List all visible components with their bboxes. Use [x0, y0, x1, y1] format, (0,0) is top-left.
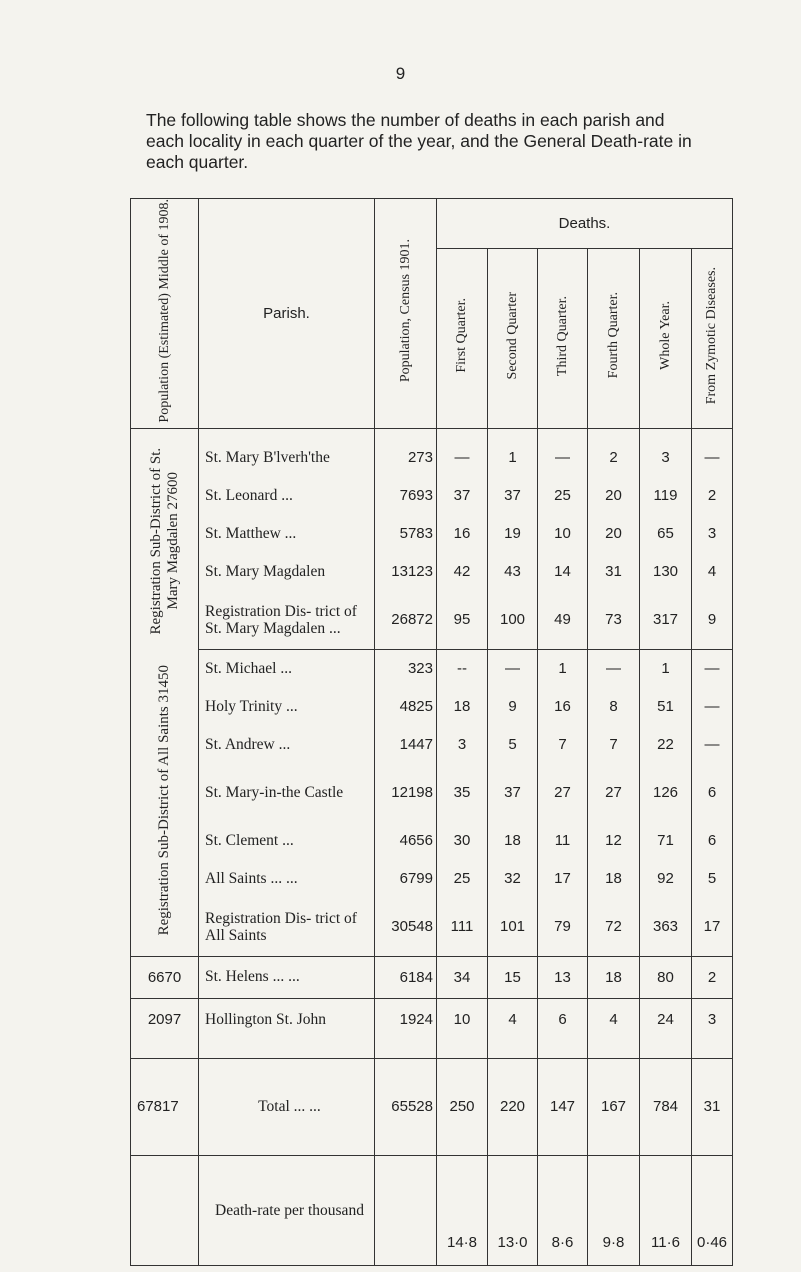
header-deaths: Deaths.: [437, 199, 733, 249]
q2-cell: 15: [488, 956, 538, 998]
zymotic-cell: 5: [692, 860, 733, 898]
q3-cell: 11: [538, 822, 588, 860]
parish-name: St. Leonard ...: [199, 477, 375, 515]
header-pop-census: Population, Census 1901.: [375, 199, 437, 429]
page-number: 9: [395, 64, 406, 83]
year-cell: 1: [640, 649, 692, 688]
table-row: [131, 764, 733, 822]
table-row: [131, 553, 733, 591]
q1-cell: 35: [437, 764, 488, 822]
census-cell: 7693: [375, 477, 437, 515]
q3-cell: 16: [538, 688, 588, 726]
q4-cell: 72: [588, 898, 640, 957]
census-cell: 4656: [375, 822, 437, 860]
group-label-all-saints: Registration Sub-District of All Saints 31450: [131, 649, 199, 956]
q1-cell: 25: [437, 860, 488, 898]
q2-cell: 37: [488, 477, 538, 515]
q2-cell: 5: [488, 726, 538, 764]
rate-q1-cell: 14·8: [437, 1155, 488, 1265]
zymotic-cell: —: [692, 649, 733, 688]
total-q4-cell: 167: [588, 1058, 640, 1155]
q1-cell: 10: [437, 998, 488, 1058]
q3-cell: 49: [538, 591, 588, 650]
q2-cell: 4: [488, 998, 538, 1058]
zymotic-cell: 17: [692, 898, 733, 957]
year-cell: 22: [640, 726, 692, 764]
intro-paragraph: The following table shows the number of deaths in each parish and each locality in each quarter of the year, and the General Death-rate in each quarter.: [146, 110, 692, 172]
zymotic-cell: —: [692, 688, 733, 726]
header-third-quarter: Third Quarter.: [538, 248, 588, 428]
table-row: [131, 591, 733, 650]
q1-cell: —: [437, 439, 488, 477]
year-cell: 80: [640, 956, 692, 998]
zymotic-cell: 2: [692, 956, 733, 998]
census-cell: 12198: [375, 764, 437, 822]
parish-name: Registration Dis- trict of St. Mary Magdalen ...: [199, 591, 375, 650]
table-row: [131, 649, 733, 688]
parish-name: Registration Dis- trict of All Saints: [199, 898, 375, 957]
q1-cell: 95: [437, 591, 488, 650]
q4-cell: 31: [588, 553, 640, 591]
zymotic-cell: 3: [692, 998, 733, 1058]
table-row: [131, 688, 733, 726]
total-pop-cell: 67817: [131, 1058, 199, 1155]
header-first-quarter: First Quarter.: [437, 248, 488, 428]
q3-cell: 17: [538, 860, 588, 898]
year-cell: 24: [640, 998, 692, 1058]
rate-q2-cell: 13·0: [488, 1155, 538, 1265]
year-cell: 3: [640, 439, 692, 477]
q2-cell: 101: [488, 898, 538, 957]
census-cell: 30548: [375, 898, 437, 957]
zymotic-cell: 2: [692, 477, 733, 515]
year-cell: 317: [640, 591, 692, 650]
q4-cell: —: [588, 649, 640, 688]
q1-cell: 3: [437, 726, 488, 764]
pop-estimated-cell: 6670: [131, 956, 199, 998]
table-row: [131, 515, 733, 553]
q2-cell: 32: [488, 860, 538, 898]
q4-cell: 12: [588, 822, 640, 860]
q3-cell: 27: [538, 764, 588, 822]
q2-cell: 9: [488, 688, 538, 726]
death-rate-row: [131, 1155, 733, 1265]
q1-cell: 34: [437, 956, 488, 998]
q2-cell: 18: [488, 822, 538, 860]
census-cell: 5783: [375, 515, 437, 553]
year-cell: 363: [640, 898, 692, 957]
q2-cell: 43: [488, 553, 538, 591]
table-row: [131, 898, 733, 957]
parish-name: Hollington St. John: [199, 998, 375, 1058]
parish-name: St. Helens ... ...: [199, 956, 375, 998]
q3-cell: 7: [538, 726, 588, 764]
total-q2-cell: 220: [488, 1058, 538, 1155]
q4-cell: 2: [588, 439, 640, 477]
rate-q3-cell: 8·6: [538, 1155, 588, 1265]
zymotic-cell: —: [692, 726, 733, 764]
q3-cell: —: [538, 439, 588, 477]
census-cell: 1924: [375, 998, 437, 1058]
total-label: Total ... ...: [199, 1058, 375, 1155]
q4-cell: 73: [588, 591, 640, 650]
rate-year-cell: 11·6: [640, 1155, 692, 1265]
year-cell: 92: [640, 860, 692, 898]
q1-cell: 111: [437, 898, 488, 957]
header-second-quarter: Second Quarter: [488, 248, 538, 428]
pop-estimated-cell: 2097: [131, 998, 199, 1058]
zymotic-cell: 9: [692, 591, 733, 650]
total-q3-cell: 147: [538, 1058, 588, 1155]
q4-cell: 18: [588, 956, 640, 998]
table-row: [131, 998, 733, 1058]
parish-name: St. Andrew ...: [199, 726, 375, 764]
q3-cell: 13: [538, 956, 588, 998]
table-row: [131, 822, 733, 860]
table-row: [131, 439, 733, 477]
parish-name: St. Matthew ...: [199, 515, 375, 553]
q4-cell: 8: [588, 688, 640, 726]
q3-cell: 79: [538, 898, 588, 957]
table-row: [131, 956, 733, 998]
zymotic-cell: 4: [692, 553, 733, 591]
q1-cell: 37: [437, 477, 488, 515]
census-cell: 6799: [375, 860, 437, 898]
q2-cell: 100: [488, 591, 538, 650]
year-cell: 119: [640, 477, 692, 515]
parish-name: Holy Trinity ...: [199, 688, 375, 726]
census-cell: 4825: [375, 688, 437, 726]
q1-cell: 30: [437, 822, 488, 860]
rate-q4-cell: 9·8: [588, 1155, 640, 1265]
header-fourth-quarter: Fourth Quarter.: [588, 248, 640, 428]
q4-cell: 27: [588, 764, 640, 822]
total-row: [131, 1058, 733, 1155]
deaths-table: [130, 198, 733, 1266]
year-cell: 65: [640, 515, 692, 553]
census-cell: 13123: [375, 553, 437, 591]
parish-name: St. Michael ...: [199, 649, 375, 688]
header-zymotic: From Zymotic Diseases.: [692, 248, 733, 428]
q1-cell: 18: [437, 688, 488, 726]
zymotic-cell: 6: [692, 822, 733, 860]
census-cell: 6184: [375, 956, 437, 998]
q4-cell: 20: [588, 515, 640, 553]
q2-cell: 1: [488, 439, 538, 477]
table-row: [131, 860, 733, 898]
total-q1-cell: 250: [437, 1058, 488, 1155]
q4-cell: 20: [588, 477, 640, 515]
q2-cell: 37: [488, 764, 538, 822]
q1-cell: 16: [437, 515, 488, 553]
q2-cell: 19: [488, 515, 538, 553]
rate-zymotic-cell: 0·46: [692, 1155, 733, 1265]
q3-cell: 14: [538, 553, 588, 591]
year-cell: 130: [640, 553, 692, 591]
year-cell: 71: [640, 822, 692, 860]
header-whole-year: Whole Year.: [640, 248, 692, 428]
total-zymotic-cell: 31: [692, 1058, 733, 1155]
total-census-cell: 65528: [375, 1058, 437, 1155]
q4-cell: 18: [588, 860, 640, 898]
parish-name: St. Clement ...: [199, 822, 375, 860]
q3-cell: 25: [538, 477, 588, 515]
death-rate-label: Death-rate per thousand: [199, 1155, 375, 1265]
total-year-cell: 784: [640, 1058, 692, 1155]
year-cell: 51: [640, 688, 692, 726]
year-cell: 126: [640, 764, 692, 822]
q1-cell: 42: [437, 553, 488, 591]
group-label-st-mary-magdalen: Registration Sub-District of St. Mary Magdalen 27600: [131, 439, 199, 650]
header-pop-estimated: Population (Estimated) Middle of 1908.: [131, 199, 199, 429]
q4-cell: 4: [588, 998, 640, 1058]
zymotic-cell: 3: [692, 515, 733, 553]
q4-cell: 7: [588, 726, 640, 764]
table-row: [131, 477, 733, 515]
parish-name: All Saints ... ...: [199, 860, 375, 898]
q1-cell: --: [437, 649, 488, 688]
q3-cell: 1: [538, 649, 588, 688]
parish-name: St. Mary B'lverh'the: [199, 439, 375, 477]
zymotic-cell: 6: [692, 764, 733, 822]
census-cell: 273: [375, 439, 437, 477]
census-cell: 1447: [375, 726, 437, 764]
parish-name: St. Mary-in-the Castle: [199, 764, 375, 822]
q3-cell: 6: [538, 998, 588, 1058]
parish-name: St. Mary Magdalen: [199, 553, 375, 591]
header-parish: Parish.: [199, 199, 375, 429]
q2-cell: —: [488, 649, 538, 688]
q3-cell: 10: [538, 515, 588, 553]
census-cell: 323: [375, 649, 437, 688]
zymotic-cell: —: [692, 439, 733, 477]
table-row: [131, 726, 733, 764]
census-cell: 26872: [375, 591, 437, 650]
